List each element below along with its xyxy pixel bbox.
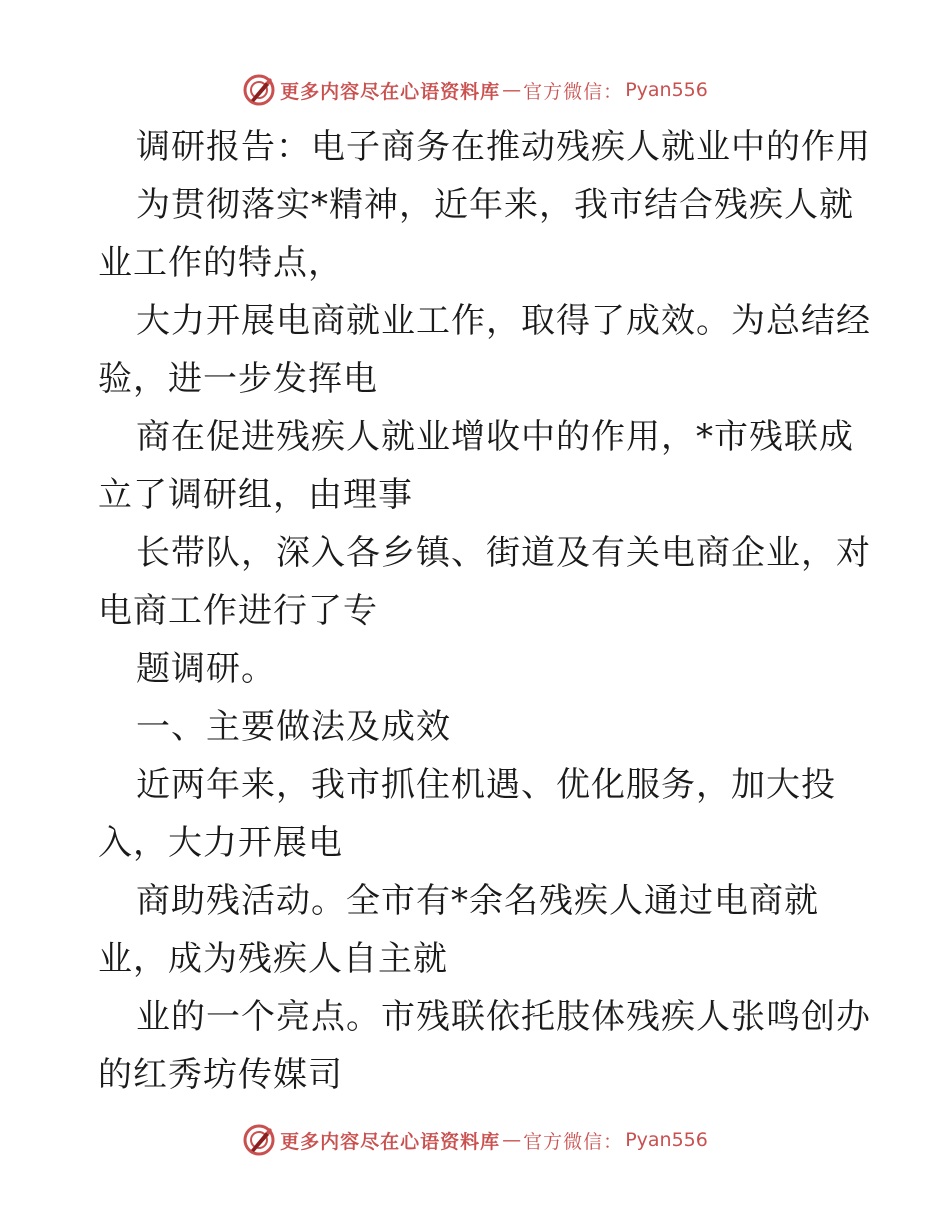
paragraph-line: 业，成为残疾人自主就 [98, 939, 448, 979]
brand-logo-icon [242, 1123, 276, 1157]
paragraph-line: 大力开展电商就业工作，取得了成效。为总结经 [136, 301, 871, 341]
watermark-brand-text: 更多内容尽在心语资料库 [280, 80, 501, 103]
paragraph-line: 近两年来，我市抓住机遇、优化服务，加大投 [136, 765, 836, 805]
paragraph-line: 一、主要做法及成效 [136, 707, 451, 747]
paragraph-line: 验，进一步发挥电 [98, 359, 378, 399]
paragraph-line: 调研报告：电子商务在推动残疾人就业中的作用 [136, 127, 871, 167]
paragraph-line: 立了调研组，由理事 [98, 475, 413, 515]
paragraph-line: 长带队，深入各乡镇、街道及有关电商企业，对 [136, 533, 871, 573]
paragraph-line: 业的一个亮点。市残联依托肢体残疾人张鸣创办 [136, 997, 871, 1037]
watermark-dash: — [502, 79, 522, 101]
paragraph-line: 的红秀坊传媒司 [98, 1055, 343, 1095]
watermark-dash: — [502, 1129, 522, 1151]
paragraph-line: 商助残活动。全市有*余名残疾人通过电商就 [136, 881, 819, 921]
paragraph-line: 业工作的特点， [98, 243, 343, 283]
document-body [98, 118, 871, 1104]
paragraph-line: 入，大力开展电 [98, 823, 343, 863]
watermark-banner-top [0, 70, 950, 110]
paragraph-line: 为贯彻落实*精神，近年来，我市结合残疾人就 [136, 185, 854, 225]
paragraph-line: 题调研。 [136, 649, 276, 689]
watermark-banner-bottom [0, 1120, 950, 1160]
watermark-contact-label: 官方微信： [523, 80, 624, 103]
paragraph-line: 商在促进残疾人就业增收中的作用，*市残联成 [136, 417, 854, 457]
watermark-wechat-id: Pyan556 [625, 79, 708, 101]
watermark-wechat-id: Pyan556 [625, 1129, 708, 1151]
paragraph-line: 电商工作进行了专 [98, 591, 378, 631]
watermark-brand-text: 更多内容尽在心语资料库 [280, 1130, 501, 1153]
brand-logo-icon [242, 73, 276, 107]
watermark-contact-label: 官方微信： [523, 1130, 624, 1153]
